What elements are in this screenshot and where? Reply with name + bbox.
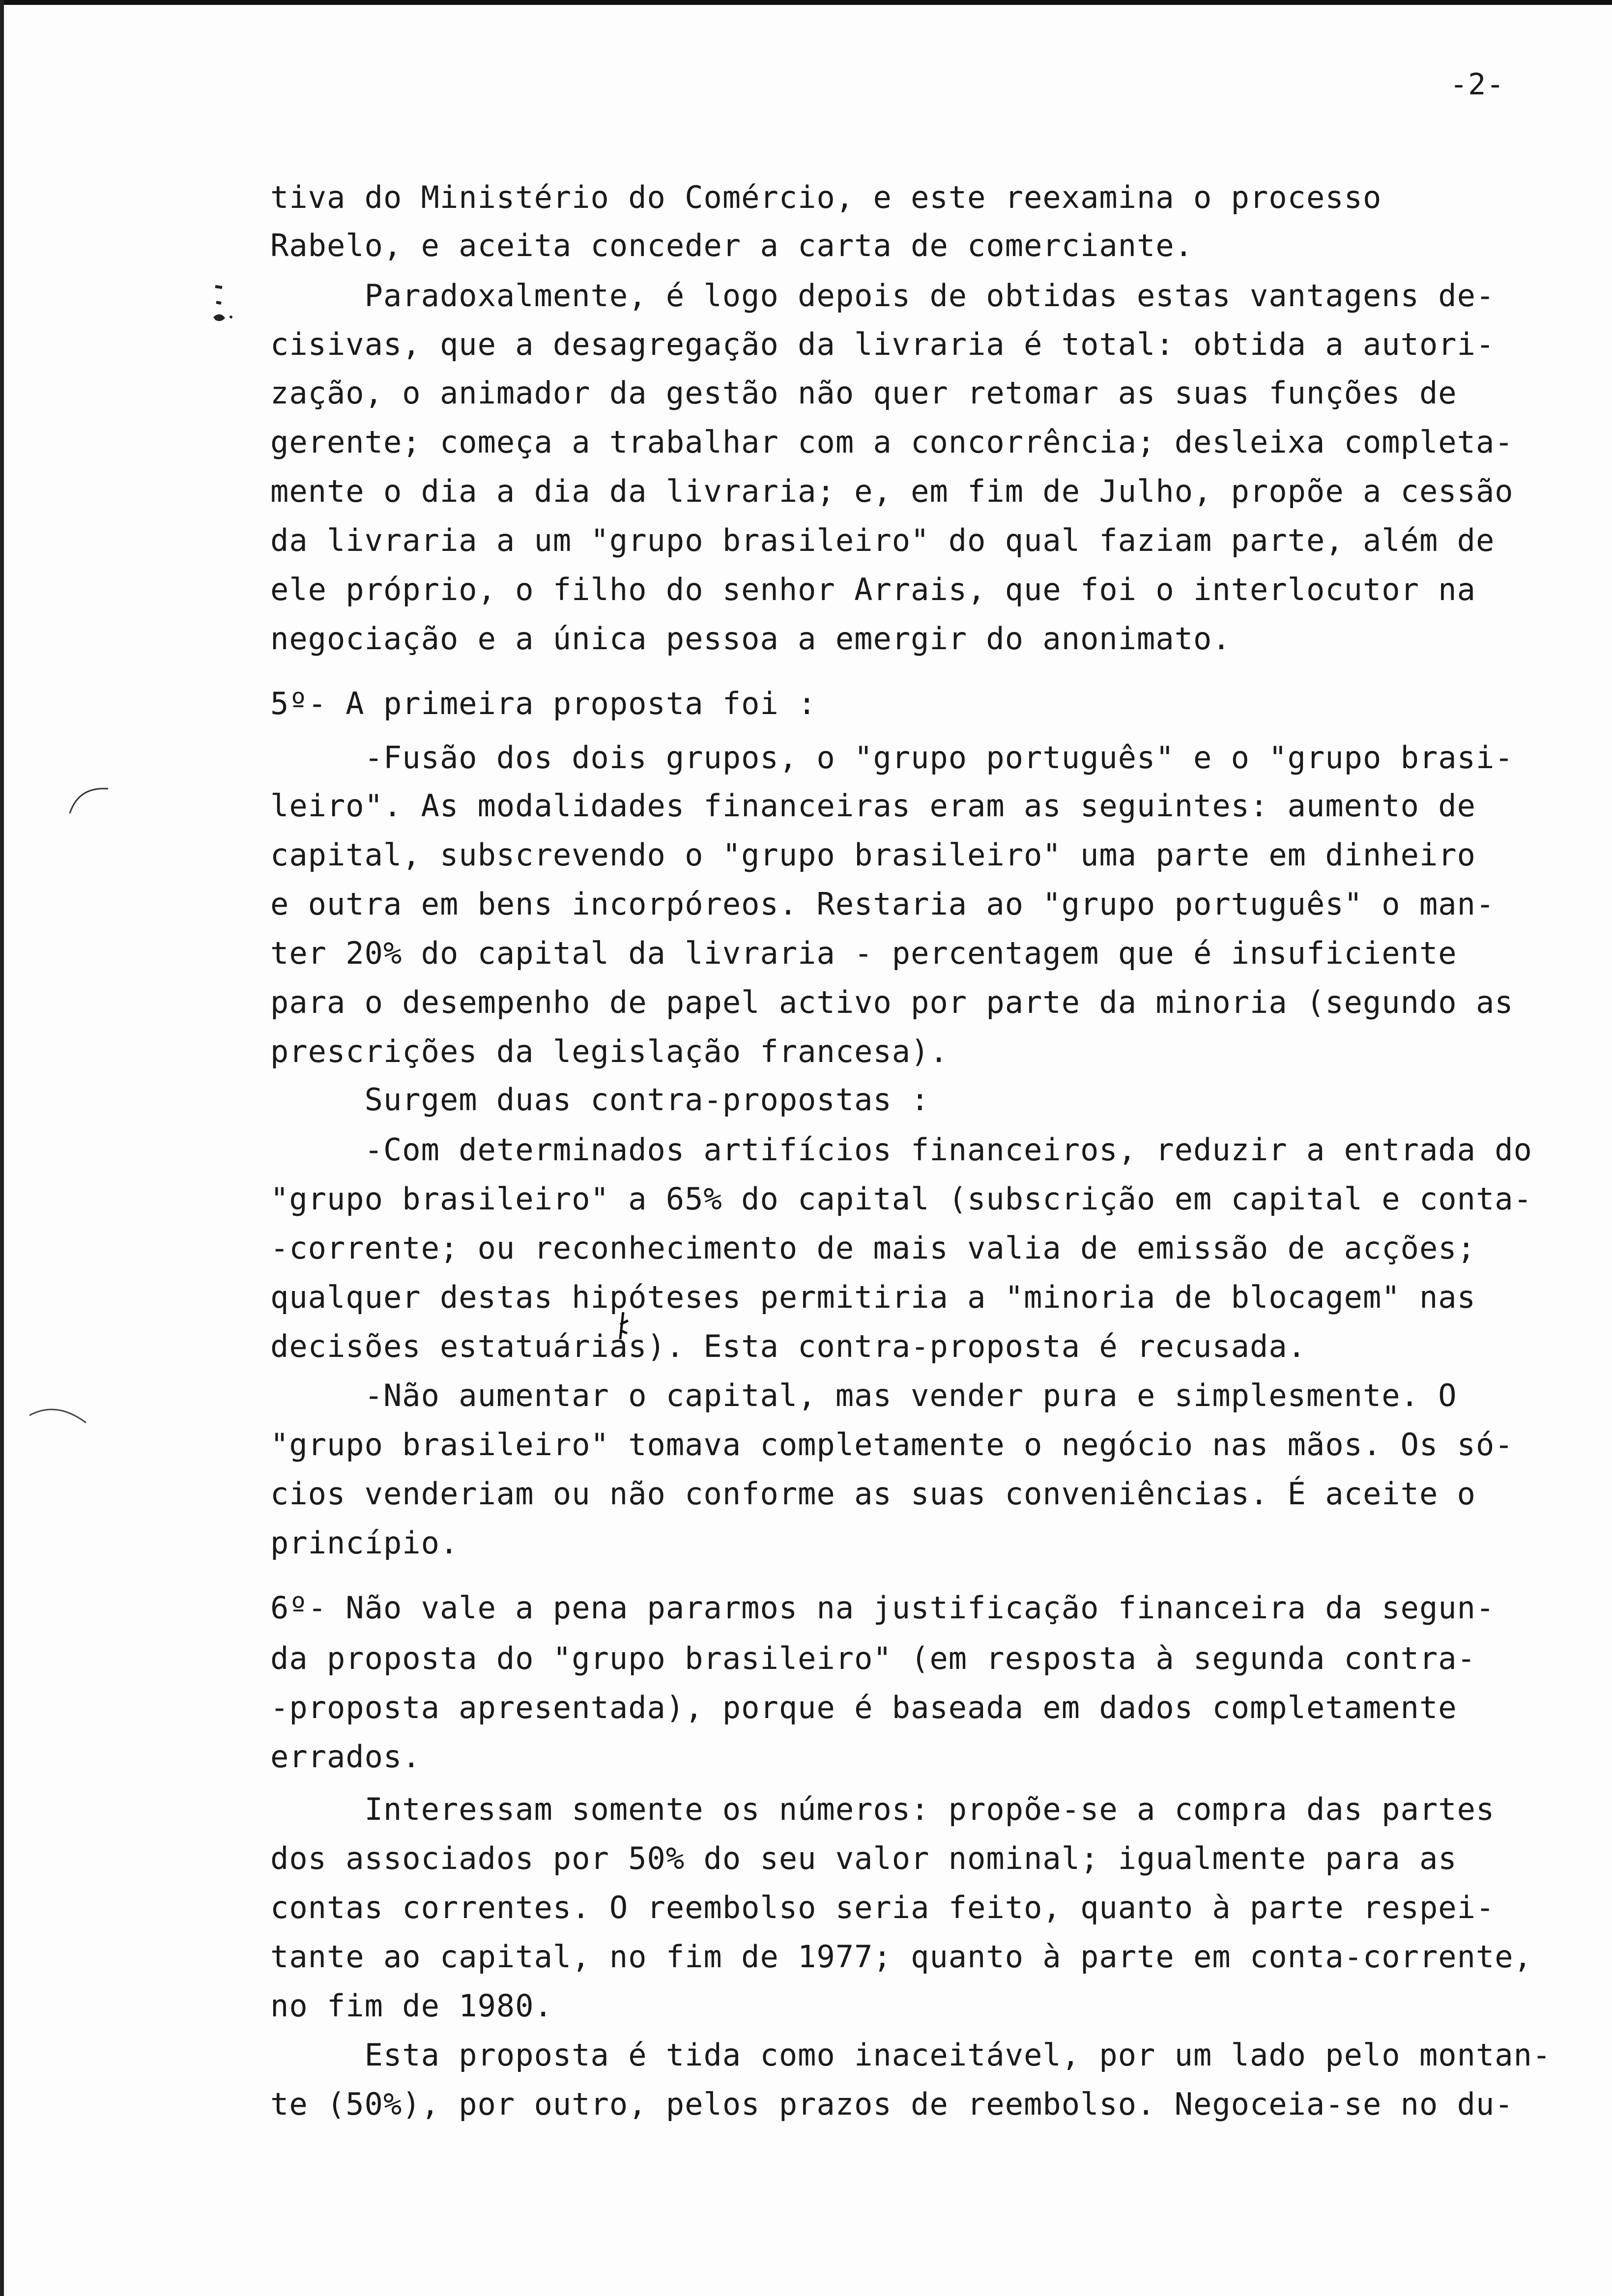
text-line: e outra em bens incorpóreos. Restaria ao "grupo português" o man- (270, 886, 1495, 922)
text-line: gerente; começa a trabalhar com a concorrência; desleixa completa- (270, 424, 1514, 460)
page-number: -2- (1450, 67, 1505, 102)
text-line: dos associados por 50% do seu valor nominal; igualmente para as (270, 1840, 1457, 1876)
text-line: capital, subscrevendo o "grupo brasileiro" uma parte em dinheiro (270, 837, 1476, 873)
text-line: decisões estatuárias). Esta contra-proposta é recusada. (270, 1328, 1306, 1364)
text-line: Paradoxalmente, é logo depois de obtidas estas vantagens de- (270, 278, 1495, 314)
text-line: Rabelo, e aceita conceder a carta de comerciante. (270, 228, 1194, 263)
text-line: Surgem duas contra-propostas : (270, 1082, 930, 1118)
text-line: -proposta apresentada), porque é baseada em dados completamente (270, 1690, 1457, 1725)
scan-mark-dots (206, 283, 236, 327)
text-line: mente o dia a dia da livraria; e, em fim de Julho, propõe a cessão (270, 473, 1514, 509)
scan-mark-curve (27, 1403, 91, 1433)
text-line: para o desempenho de papel activo por parte da minoria (segundo as (270, 984, 1514, 1020)
text-line: te (50%), por outro, pelos prazos de reembolso. Negoceia-se no du- (270, 2086, 1514, 2122)
text-line: errados. (270, 1739, 421, 1775)
text-line: "grupo brasileiro" a 65% do capital (subscrição em capital e conta- (270, 1181, 1532, 1217)
text-line: negociação e a única pessoa a emergir do anonimato. (270, 621, 1231, 657)
scan-mark-arc (59, 784, 113, 833)
page-left-edge (0, 0, 4, 2296)
text-line: da livraria a um "grupo brasileiro" do qual faziam parte, além de (270, 522, 1495, 558)
text-line: contas correntes. O reembolso seria feito, quanto à parte respei- (270, 1890, 1495, 1925)
section-heading: 6º- Não vale a pena pararmos na justificação financeira da segun- (270, 1590, 1495, 1626)
text-line: da proposta do "grupo brasileiro" (em resposta à segunda contra- (270, 1640, 1476, 1676)
text-line: tante ao capital, no fim de 1977; quanto à parte em conta-corrente, (270, 1939, 1532, 1975)
text-line: zação, o animador da gestão não quer retomar as suas funções de (270, 375, 1457, 411)
text-line: ele próprio, o filho do senhor Arrais, que foi o interlocutor na (270, 572, 1476, 607)
text-line: no fim de 1980. (270, 1988, 553, 2024)
text-line: princípio. (270, 1525, 459, 1561)
text-line: cios venderiam ou não conforme as suas conveniências. É aceite o (270, 1476, 1476, 1512)
section-heading: 5º- A primeira proposta foi : (270, 686, 817, 721)
page-top-edge (0, 0, 1612, 5)
text-line: -corrente; ou reconhecimento de mais valia de emissão de acções; (270, 1230, 1476, 1266)
text-line: prescrições da legislação francesa). (270, 1033, 949, 1069)
text-line: -Fusão dos dois grupos, o "grupo português" e o "grupo brasi- (270, 740, 1514, 775)
text-line: -Não aumentar o capital, mas vender pura e simplesmente. O (270, 1378, 1457, 1413)
text-line: "grupo brasileiro" tomava completamente o negócio nas mãos. Os só- (270, 1427, 1514, 1463)
text-line: -Com determinados artifícios financeiros, reduzir a entrada do (270, 1132, 1532, 1168)
text-line: tiva do Ministério do Comércio, e este reexamina o processo (270, 179, 1382, 215)
text-line: qualquer destas hipóteses permitiria a "minoria de blocagem" nas (270, 1279, 1476, 1315)
text-line: Interessam somente os números: propõe-se a compra das partes (270, 1791, 1495, 1827)
text-line: cisivas, que a desagregação da livraria é total: obtida a autori- (270, 326, 1495, 362)
text-line: ter 20% do capital da livraria - percentagem que é insuficiente (270, 935, 1457, 971)
text-line: leiro". As modalidades financeiras eram as seguintes: aumento de (270, 788, 1476, 824)
text-line: Esta proposta é tida como inaceitável, por um lado pelo montan- (270, 2037, 1552, 2073)
